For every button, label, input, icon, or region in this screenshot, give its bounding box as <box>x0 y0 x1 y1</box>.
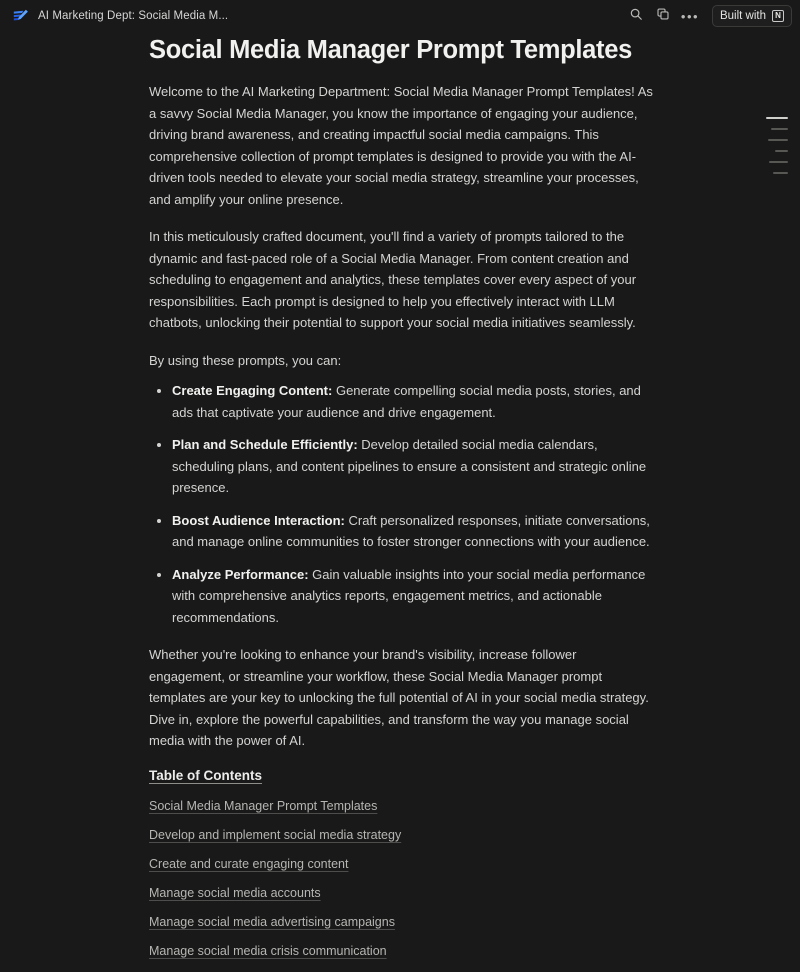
intro-paragraph-2: In this meticulously crafted document, you'll find a variety of prompts tailored to the dynamic and fast-paced role of a Social Media Manager. From content creation and scheduling to engagement and analytics, these templates cover every aspect of your responsibilities. Each prompt is designed to help you effectively interact with LLM chatbots, unlocking their potential to support your social media initiatives seamlessly. <box>149 229 637 330</box>
built-with-button[interactable] <box>712 5 792 27</box>
minimap-line[interactable] <box>773 172 788 174</box>
toc-link[interactable]: Manage social media crisis communication <box>149 943 387 958</box>
table-of-contents-list <box>149 798 654 972</box>
toc-link[interactable]: Manage social media accounts <box>149 885 321 900</box>
built-with-label: Built with <box>719 10 766 22</box>
benefit-label: Analyze Performance: <box>172 566 309 582</box>
list-item <box>149 380 654 423</box>
toc-link[interactable]: Manage social media advertising campaigns <box>149 914 395 929</box>
document-edit-icon <box>12 7 30 25</box>
list-item <box>149 564 654 629</box>
search-button[interactable] <box>624 4 648 28</box>
window-titlebar <box>0 0 800 32</box>
benefit-label: Boost Audience Interaction: <box>172 512 345 528</box>
list-item <box>149 510 654 553</box>
minimap-line[interactable] <box>766 117 788 119</box>
titlebar-actions <box>624 4 792 28</box>
benefit-text: Generate compelling social media posts, stories, and ads that captivate your audience and drive engagement. <box>172 383 641 420</box>
document-content <box>149 32 654 972</box>
window-title: AI Marketing Dept: Social Media M... <box>38 10 229 22</box>
benefit-text: Gain valuable insights into your social media performance with comprehensive analytics reports, engagement metrics, and actionable recommendations. <box>172 566 646 625</box>
document-page <box>0 32 800 958</box>
notion-logo-icon: N <box>772 10 784 22</box>
titlebar-left-group <box>12 7 228 25</box>
minimap-line[interactable] <box>769 161 788 163</box>
toc-link[interactable]: Create and curate engaging content <box>149 856 349 871</box>
minimap-line[interactable] <box>768 139 788 141</box>
benefits-list <box>149 380 654 628</box>
benefit-label: Create Engaging Content: <box>172 383 333 398</box>
duplicate-icon <box>656 7 670 26</box>
search-icon <box>629 7 643 26</box>
list-item <box>149 434 654 499</box>
more-options-button[interactable] <box>678 4 702 28</box>
closing-paragraph: Whether you're looking to enhance your brand's visibility, increase follower engagement, or streamline your workflow, these Social Media Manager prompt templates are your key to unlocking the full potential of AI in your social media strategy. Dive in, explore the powerful capabilities, and transform the way you manage social media with the power of AI. <box>149 647 649 748</box>
table-of-contents-minimap[interactable] <box>766 117 788 174</box>
benefit-text: Craft personalized responses, initiate conversations, and manage online communities to foster stronger connections with your audience. <box>172 512 650 549</box>
duplicate-button[interactable] <box>651 4 675 28</box>
intro-paragraph-1: Welcome to the AI Marketing Department: Social Media Manager Prompt Templates! As a savvy Social Media Manager, you know the importance of engaging your audience, driving brand awareness, and creating impactful social media campaigns. This comprehensive collection of prompt templates is designed to provide you with the AI-driven tools needed to elevate your social media strategy, streamline your processes, and amplify your online presence. <box>149 84 653 207</box>
list-lead-in: By using these prompts, you can: <box>149 352 342 368</box>
minimap-line[interactable] <box>771 128 788 130</box>
benefit-text: Develop detailed social media calendars, scheduling plans, and content pipelines to ensure a consistent and strategic online presence. <box>172 437 647 495</box>
more-options-icon: ••• <box>680 8 700 24</box>
table-of-contents-heading: Table of Contents <box>149 767 262 783</box>
benefit-label: Plan and Schedule Efficiently: <box>172 437 358 452</box>
toc-link[interactable]: Social Media Manager Prompt Templates <box>149 798 378 813</box>
page-title: Social Media Manager Prompt Templates <box>149 36 632 64</box>
minimap-line[interactable] <box>775 150 788 152</box>
toc-link[interactable]: Develop and implement social media strategy <box>149 827 402 842</box>
